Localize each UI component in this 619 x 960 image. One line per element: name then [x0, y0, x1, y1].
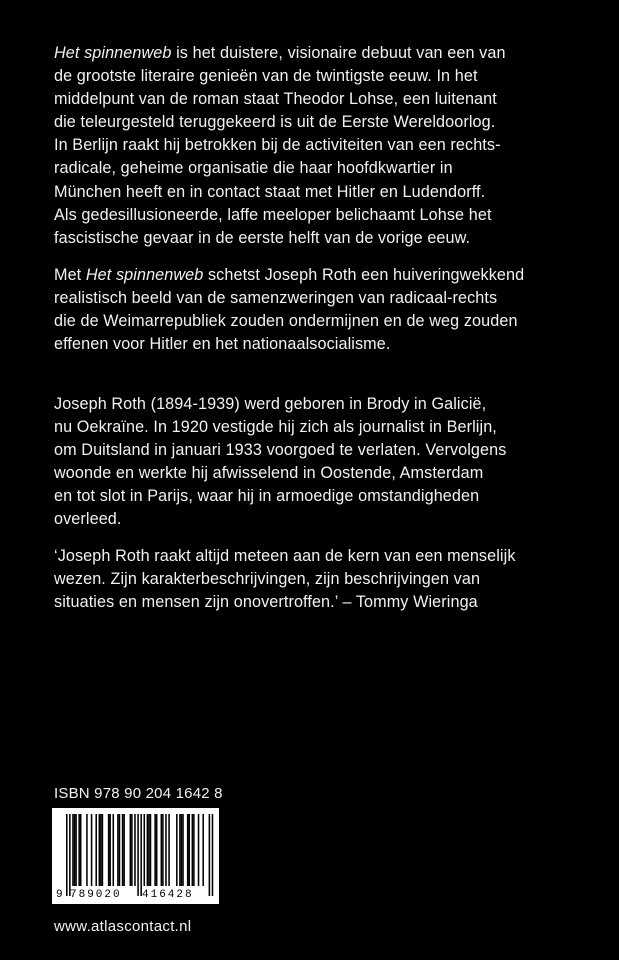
barcode-digits: [52, 888, 219, 902]
paragraph-line: [54, 42, 574, 65]
review-quote: [54, 545, 574, 614]
paragraph-line: radicale, geheime organisatie die haar hoofdkwartier in: [54, 159, 453, 178]
barcode-bar: [192, 814, 194, 886]
barcode-bar: [131, 814, 133, 886]
barcode-bar: [182, 814, 184, 886]
barcode-bar: [117, 814, 119, 886]
barcode-bar: [147, 814, 149, 886]
barcode-bar: [202, 814, 204, 886]
paragraph-line: München heeft en in contact staat met Hitler en Ludendorff.: [54, 182, 486, 201]
barcode-bar: [75, 814, 77, 886]
publisher-website: www.atlascontact.nl: [54, 918, 192, 935]
barcode-bar: [102, 814, 104, 886]
book-title-italic: Het spinnenweb: [85, 266, 204, 284]
barcode-bar: [66, 814, 68, 896]
barcode-bar: [86, 814, 88, 886]
barcode-bar: [78, 814, 80, 886]
barcode-bar: [156, 814, 158, 886]
barcode-bar: [193, 814, 195, 886]
barcode-bar: [181, 814, 183, 886]
barcode-bar: [100, 814, 102, 886]
barcode-bar: [122, 814, 124, 886]
barcode-bar: [123, 814, 125, 886]
line-text: schetst Joseph Roth een huiveringwekkend: [203, 266, 525, 284]
book-title-italic: Het spinnenweb: [54, 44, 172, 62]
barcode-bar: [91, 814, 93, 886]
barcode-bar: [108, 814, 110, 886]
paragraph-line: overleed.: [54, 510, 122, 529]
barcode-bar: [176, 814, 178, 886]
barcode-bar: [168, 814, 170, 886]
paragraph-line: Als gedesillusioneerde, laffe meeloper belichaamt Lohse het: [54, 205, 492, 224]
paragraph-line: [54, 264, 574, 287]
barcode-bar: [162, 814, 164, 886]
barcode-bar: [179, 814, 181, 886]
barcode-bar: [140, 814, 142, 896]
barcode-bar: [187, 814, 189, 886]
paragraph-line: fascistische gevaar in de eerste helft van de vorige eeuw.: [54, 228, 471, 247]
paragraph-line: die de Weimarrepubliek zouden ondermijnen en de weg zouden: [54, 312, 518, 331]
barcode-bar: [99, 814, 101, 886]
line-prefix: Met: [54, 266, 86, 284]
paragraph-line: woonde en werkte hij afwisselend in Oostende, Amsterdam: [54, 464, 484, 483]
barcode-left-group: 789020: [70, 889, 122, 901]
barcode-bar: [69, 814, 71, 896]
barcode-bar: [148, 814, 150, 886]
barcode-bar: [212, 814, 214, 896]
barcode-bar: [198, 814, 200, 886]
barcode-right-group: 416428: [142, 889, 194, 901]
barcode-bar: [137, 814, 139, 896]
quote-line: wezen. Zijn karakterbeschrijvingen, zijn beschrijvingen van: [54, 570, 481, 589]
paragraph-line: realistisch beeld van de samenzweringen van radicaal-rechts: [54, 289, 498, 308]
barcode-bar: [113, 814, 115, 886]
barcode-bar: [144, 814, 146, 886]
paragraph-line: nu Oekraïne. In 1920 vestigde hij zich als journalist in Berlijn,: [54, 418, 497, 437]
barcode-bar: [95, 814, 97, 886]
barcode-bar: [72, 814, 74, 886]
description-paragraph-2: [54, 264, 574, 356]
quote-line: ‘Joseph Roth raakt altijd meteen aan de kern van een menselijk: [54, 547, 516, 565]
barcode-bar: [161, 814, 163, 886]
barcode-bar: [209, 814, 211, 896]
paragraph-line: die teleurgesteld teruggekeerd is uit de Eerste Wereldoorlog.: [54, 113, 496, 132]
barcode-bar: [165, 814, 167, 886]
barcode-bar: [74, 814, 76, 886]
barcode-bar: [119, 814, 121, 886]
description-paragraph-1: [54, 42, 574, 250]
isbn-text: ISBN 978 90 204 1642 8: [54, 785, 223, 802]
barcode-first-digit: 9: [56, 889, 63, 901]
line-text: is het duistere, visionaire debuut van een van: [171, 44, 506, 62]
paragraph-line: en tot slot in Parijs, waar hij in armoedige omstandigheden: [54, 487, 480, 506]
paragraph-line: Joseph Roth (1894-1939) werd geboren in Brody in Galicië,: [54, 395, 487, 413]
author-bio-paragraph: [54, 393, 574, 532]
barcode-bar: [188, 814, 190, 886]
paragraph-line: de grootste literaire genieën van de twintigste eeuw. In het: [54, 67, 478, 86]
barcode-bar: [134, 814, 136, 886]
paragraph-line: om Duitsland in januari 1933 voorgoed te verlaten. Vervolgens: [54, 441, 507, 460]
barcode-bar: [80, 814, 82, 886]
barcode-bar: [150, 814, 152, 886]
paragraph-line: In Berlijn raakt hij betrokken bij de activiteiten van een rechts-: [54, 136, 501, 155]
barcode-bar: [154, 814, 156, 886]
barcode-bar: [130, 814, 132, 886]
paragraph-line: middelpunt van de roman staat Theodor Lohse, een luitenant: [54, 90, 497, 109]
barcode-bar: [109, 814, 111, 886]
paragraph-line: effenen voor Hitler en het nationaalsocialisme.: [54, 335, 391, 354]
quote-line: situaties en mensen zijn onovertroffen.’ – Tommy Wieringa: [54, 593, 478, 612]
barcode: [52, 808, 219, 904]
